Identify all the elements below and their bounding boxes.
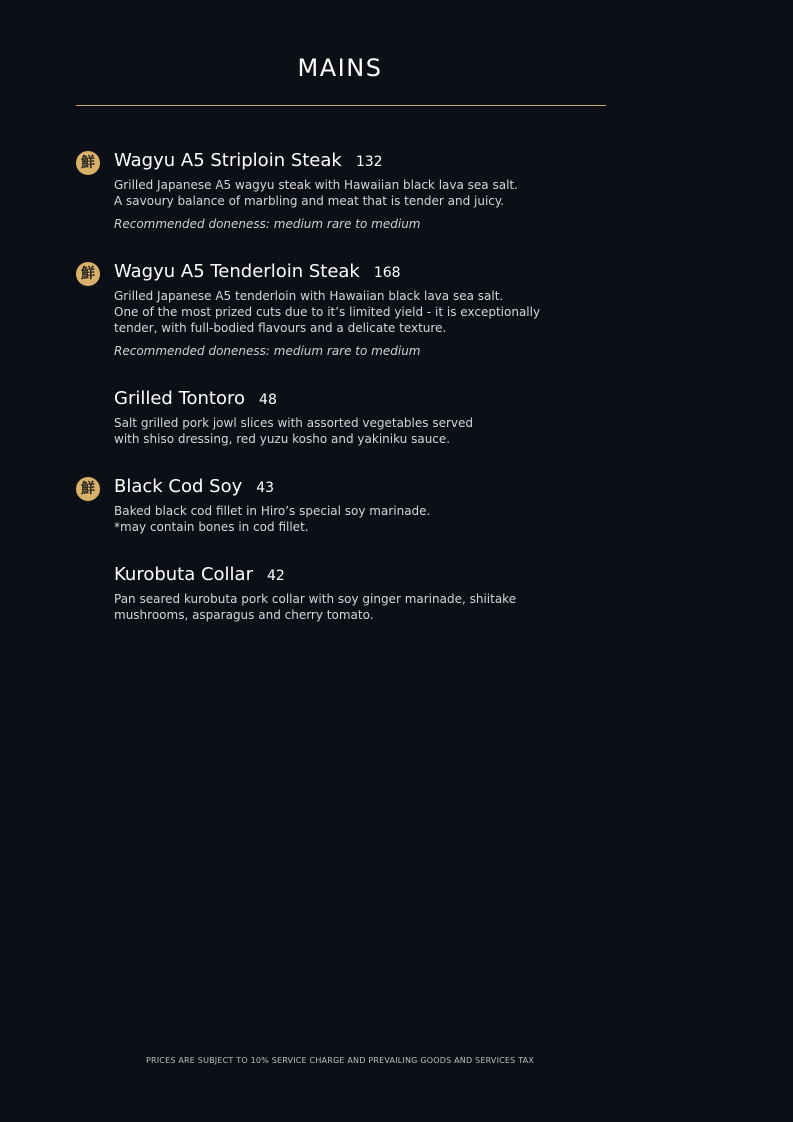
menu-item-description (114, 415, 574, 447)
description-line: Pan seared kurobuta pork collar with soy ginger marinade, shiitake (114, 592, 517, 606)
menu-item-price: 43 (256, 480, 275, 496)
menu-item-name: Wagyu A5 Tenderloin Steak (114, 261, 360, 282)
description-line: with shiso dressing, red yuzu kosho and yakiniku sauce. (114, 432, 451, 446)
service-charge-footer: PRICES ARE SUBJECT TO 10% SERVICE CHARGE AND PREVAILING GOODS AND SERVICES TAX (145, 1056, 535, 1065)
menu-item-description (114, 177, 574, 209)
menu-item-price: 168 (373, 265, 401, 281)
menu-item-wagyu-tenderloin (81, 261, 574, 359)
menu-item-price: 42 (267, 568, 285, 584)
menu-item-wagyu-striploin (81, 150, 574, 232)
fresh-badge-icon: 鮮 (76, 262, 100, 286)
menu-item-name: Wagyu A5 Striploin Steak (114, 150, 342, 171)
menu-item-header (114, 150, 574, 176)
description-line: *may contain bones in cod fillet. (114, 520, 309, 534)
description-line: One of the most prized cuts due to it’s limited yield - it is exceptionally (114, 305, 541, 319)
description-line: mushrooms, asparagus and cherry tomato. (114, 608, 374, 622)
menu-item-price: 48 (259, 392, 277, 408)
menu-item-name: Kurobuta Collar (114, 564, 253, 585)
description-line: A savoury balance of marbling and meat that is tender and juicy. (114, 194, 505, 208)
menu-item-description (114, 503, 574, 535)
menu-item-name: Black Cod Soy (114, 476, 243, 497)
menu-item-grilled-tontoro (114, 388, 574, 447)
menu-item-kurobuta-collar (114, 564, 574, 623)
menu-item-description (114, 288, 574, 336)
menu-item-description (114, 591, 574, 623)
description-line: Baked black cod fillet in Hiro’s special soy marinade. (114, 504, 431, 518)
page-title: MAINS (297, 54, 383, 82)
doneness-note: Recommended doneness: medium rare to medium (114, 344, 421, 358)
description-line: Grilled Japanese A5 wagyu steak with Hawaiian black lava sea salt. (114, 178, 518, 192)
menu-item-header (114, 388, 574, 414)
fresh-badge-icon: 鮮 (76, 477, 100, 501)
menu-item-header (114, 261, 574, 287)
menu-item-header (114, 476, 574, 502)
description-line: Salt grilled pork jowl slices with assorted vegetables served (114, 416, 473, 430)
menu-item-header (114, 564, 574, 590)
doneness-note: Recommended doneness: medium rare to medium (114, 217, 421, 231)
title-divider (76, 105, 606, 106)
description-line: tender, with full-bodied flavours and a delicate texture. (114, 321, 447, 335)
fresh-badge-icon: 鮮 (76, 151, 100, 175)
description-line: Grilled Japanese A5 tenderloin with Hawaiian black lava sea salt. (114, 289, 504, 303)
menu-item-name: Grilled Tontoro (114, 388, 246, 409)
menu-item-price: 132 (355, 154, 383, 170)
menu-item-black-cod-soy (81, 476, 574, 535)
